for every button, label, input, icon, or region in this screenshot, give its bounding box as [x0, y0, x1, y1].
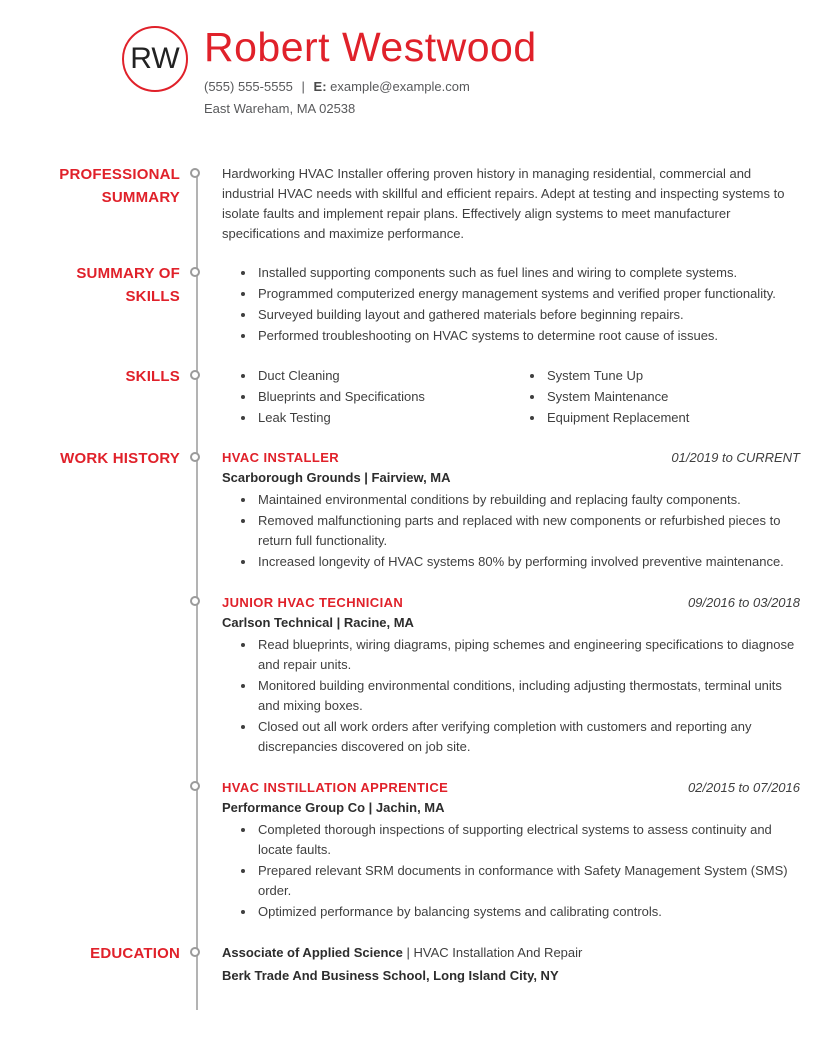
resume-header	[0, 0, 816, 128]
job-dates: 01/2019 to CURRENT	[671, 450, 800, 466]
timeline-node	[190, 947, 200, 957]
job-entry-hvac-instillation-apprentice	[222, 778, 800, 922]
bullet-item: • Installed supporting components such as fuel lines and wiring to complete systems.	[256, 263, 800, 283]
bullet-item: • Removed malfunctioning parts and replaced with new components or refurbished pieces to return full functionality.	[256, 511, 800, 551]
job-dates: 02/2015 to 07/2016	[687, 780, 800, 796]
section-work-history	[0, 448, 816, 923]
section-heading-professional-summary: PROFESSIONAL SUMMARY	[59, 166, 180, 206]
school-name: Berk Trade And Business School, Long Island City, NY	[222, 967, 559, 983]
summary-of-skills-list	[222, 263, 800, 346]
bullet-item: • Prepared relevant SRM documents in conformance with Safety Management System (SMS) order.	[256, 861, 800, 901]
job-company: Performance Group Co | Jachin, MA	[222, 800, 445, 816]
timeline-line	[196, 170, 198, 1010]
contact-separator: |	[301, 79, 305, 95]
resume-sections	[0, 164, 816, 986]
timeline-node	[190, 452, 200, 462]
job-head	[222, 593, 800, 613]
job-head	[222, 448, 800, 468]
bullet-item: • Surveyed building layout and gathered materials before beginning repairs.	[256, 305, 800, 325]
bullet-item: • Programmed computerized energy management systems and verified proper functionality.	[256, 284, 800, 304]
skill-item: • Equipment Replacement	[545, 408, 800, 428]
timeline-node	[190, 781, 200, 791]
job-company: Carlson Technical | Racine, MA	[222, 615, 414, 631]
job-bullet-list	[222, 820, 800, 922]
monogram-initials: RW	[130, 42, 180, 75]
work-history-content	[222, 448, 816, 923]
job-bullet-list	[222, 490, 800, 572]
bullet-item: • Completed thorough inspections of supporting electrical systems to assess continuity and locate faults.	[256, 820, 800, 860]
section-heading-skills: SKILLS	[125, 368, 180, 386]
phone-number: (555) 555-5555	[204, 79, 293, 95]
section-skills	[0, 366, 816, 429]
skill-item: • System Maintenance	[545, 387, 800, 407]
monogram-badge	[122, 26, 188, 92]
skills-content	[222, 366, 816, 429]
job-head	[222, 778, 800, 798]
timeline-node	[190, 168, 200, 178]
degree-program: HVAC Installation And Repair	[413, 944, 583, 960]
contact-line	[204, 79, 537, 94]
timeline-node	[190, 596, 200, 606]
job-bullet-list	[222, 635, 800, 757]
skill-item: • System Tune Up	[545, 366, 800, 386]
skills-column-left	[222, 366, 511, 429]
section-professional-summary	[0, 164, 816, 244]
section-heading-summary-of-skills: SUMMARY OF SKILLS	[76, 265, 180, 305]
education-degree-line	[222, 943, 800, 963]
education-content	[222, 943, 816, 986]
job-company: Scarborough Grounds | Fairview, MA	[222, 470, 451, 486]
job-title: JUNIOR HVAC TECHNICIAN	[222, 595, 404, 611]
bullet-item: • Optimized performance by balancing systems and calibrating controls.	[256, 902, 800, 922]
bullet-item: • Closed out all work orders after verifying completion with customers and reporting any discrepancies discovered on job site.	[256, 717, 800, 757]
section-heading-work-history: WORK HISTORY	[60, 450, 180, 468]
job-title: HVAC INSTALLER	[222, 450, 340, 466]
job-entry-hvac-installer	[222, 448, 800, 572]
email-address: example@example.com	[330, 79, 470, 95]
professional-summary-text: Hardworking HVAC Installer offering proven history in managing residential, commercial and industrial HVAC needs with skillful and efficient repairs. Adept at testing and inspecting systems to isolate faults and implement repair plans. Effectively align systems to meet manufacturer specifications and maximize performance.	[222, 166, 785, 242]
job-dates: 09/2016 to 03/2018	[687, 595, 800, 611]
section-summary-of-skills	[0, 263, 816, 347]
summary-of-skills-content	[222, 263, 816, 347]
email-label: E:	[313, 79, 327, 95]
skills-column-right	[511, 366, 800, 429]
skill-item: • Leak Testing	[256, 408, 511, 428]
degree-separator: |	[406, 944, 410, 960]
bullet-item: • Maintained environmental conditions by rebuilding and replacing faulty components.	[256, 490, 800, 510]
job-title: HVAC INSTILLATION APPRENTICE	[222, 780, 449, 796]
degree-name: Associate of Applied Science	[222, 944, 403, 960]
bullet-item: • Read blueprints, wiring diagrams, piping schemes and engineering specifications to diagnose and repair units.	[256, 635, 800, 675]
timeline-node	[190, 267, 200, 277]
job-entry-junior-hvac-technician	[222, 593, 800, 757]
timeline-node	[190, 370, 200, 380]
skill-item: • Duct Cleaning	[256, 366, 511, 386]
bullet-item: • Monitored building environmental conditions, including adjusting thermostats, terminal units and mixing boxes.	[256, 676, 800, 716]
candidate-name: Robert Westwood	[204, 24, 537, 70]
professional-summary-content	[222, 164, 816, 244]
skill-item: • Blueprints and Specifications	[256, 387, 511, 407]
section-education	[0, 943, 816, 986]
bullet-item: • Increased longevity of HVAC systems 80% by performing involved preventive maintenance.	[256, 552, 800, 572]
header-text	[204, 26, 537, 116]
postal-address: East Wareham, MA 02538	[204, 101, 356, 117]
section-heading-education: EDUCATION	[90, 944, 180, 962]
skills-columns	[222, 366, 800, 429]
bullet-item: • Performed troubleshooting on HVAC systems to determine root cause of issues.	[256, 326, 800, 346]
